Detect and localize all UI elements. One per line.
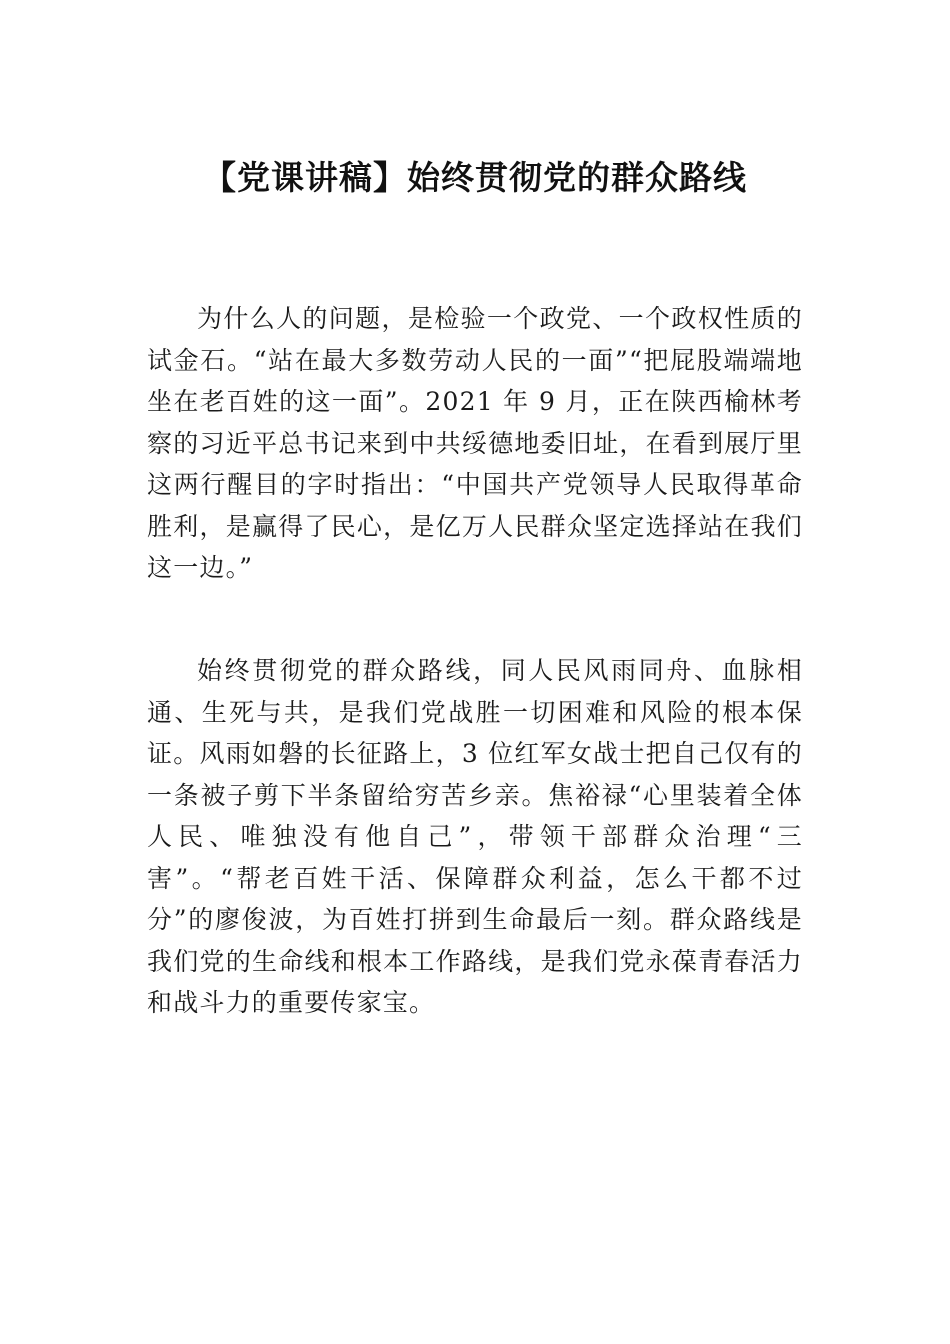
paragraph-2: 始终贯彻党的群众路线，同人民风雨同舟、血脉相通、生死与共，是我们党战胜一切困难和风险的根本保证。风雨如磐的长征路上，3 位红军女战士把自己仅有的一条被子剪下半条留给穷苦乡亲。焦裕禄“心里装着全体人民、唯独没有他自己”，带领干部群众治理“三害”。“帮老百姓干活、保障群众利益，怎么干都不过分”的廖俊波，为百姓打拼到生命最后一刻。群众路线是我们党的生命线和根本工作路线，是我们党永葆青春活力和战斗力的重要传家宝。 — [147, 656, 803, 1017]
document-title: 【党课讲稿】始终贯彻党的群众路线 — [203, 158, 747, 197]
paragraph-1: 为什么人的问题，是检验一个政党、一个政权性质的试金石。“站在最大多数劳动人民的一面”“把屁股端端地坐在老百姓的这一面”。2021 年 9 月，正在陕西榆林考察的习近平总书记来到中共绥德地委旧址，在看到展厅里这两行醒目的字时指出：“中国共产党领导人民取得革命胜利，是赢得了民心，是亿万人民群众坚定选择站在我们这一边。” — [147, 304, 803, 582]
